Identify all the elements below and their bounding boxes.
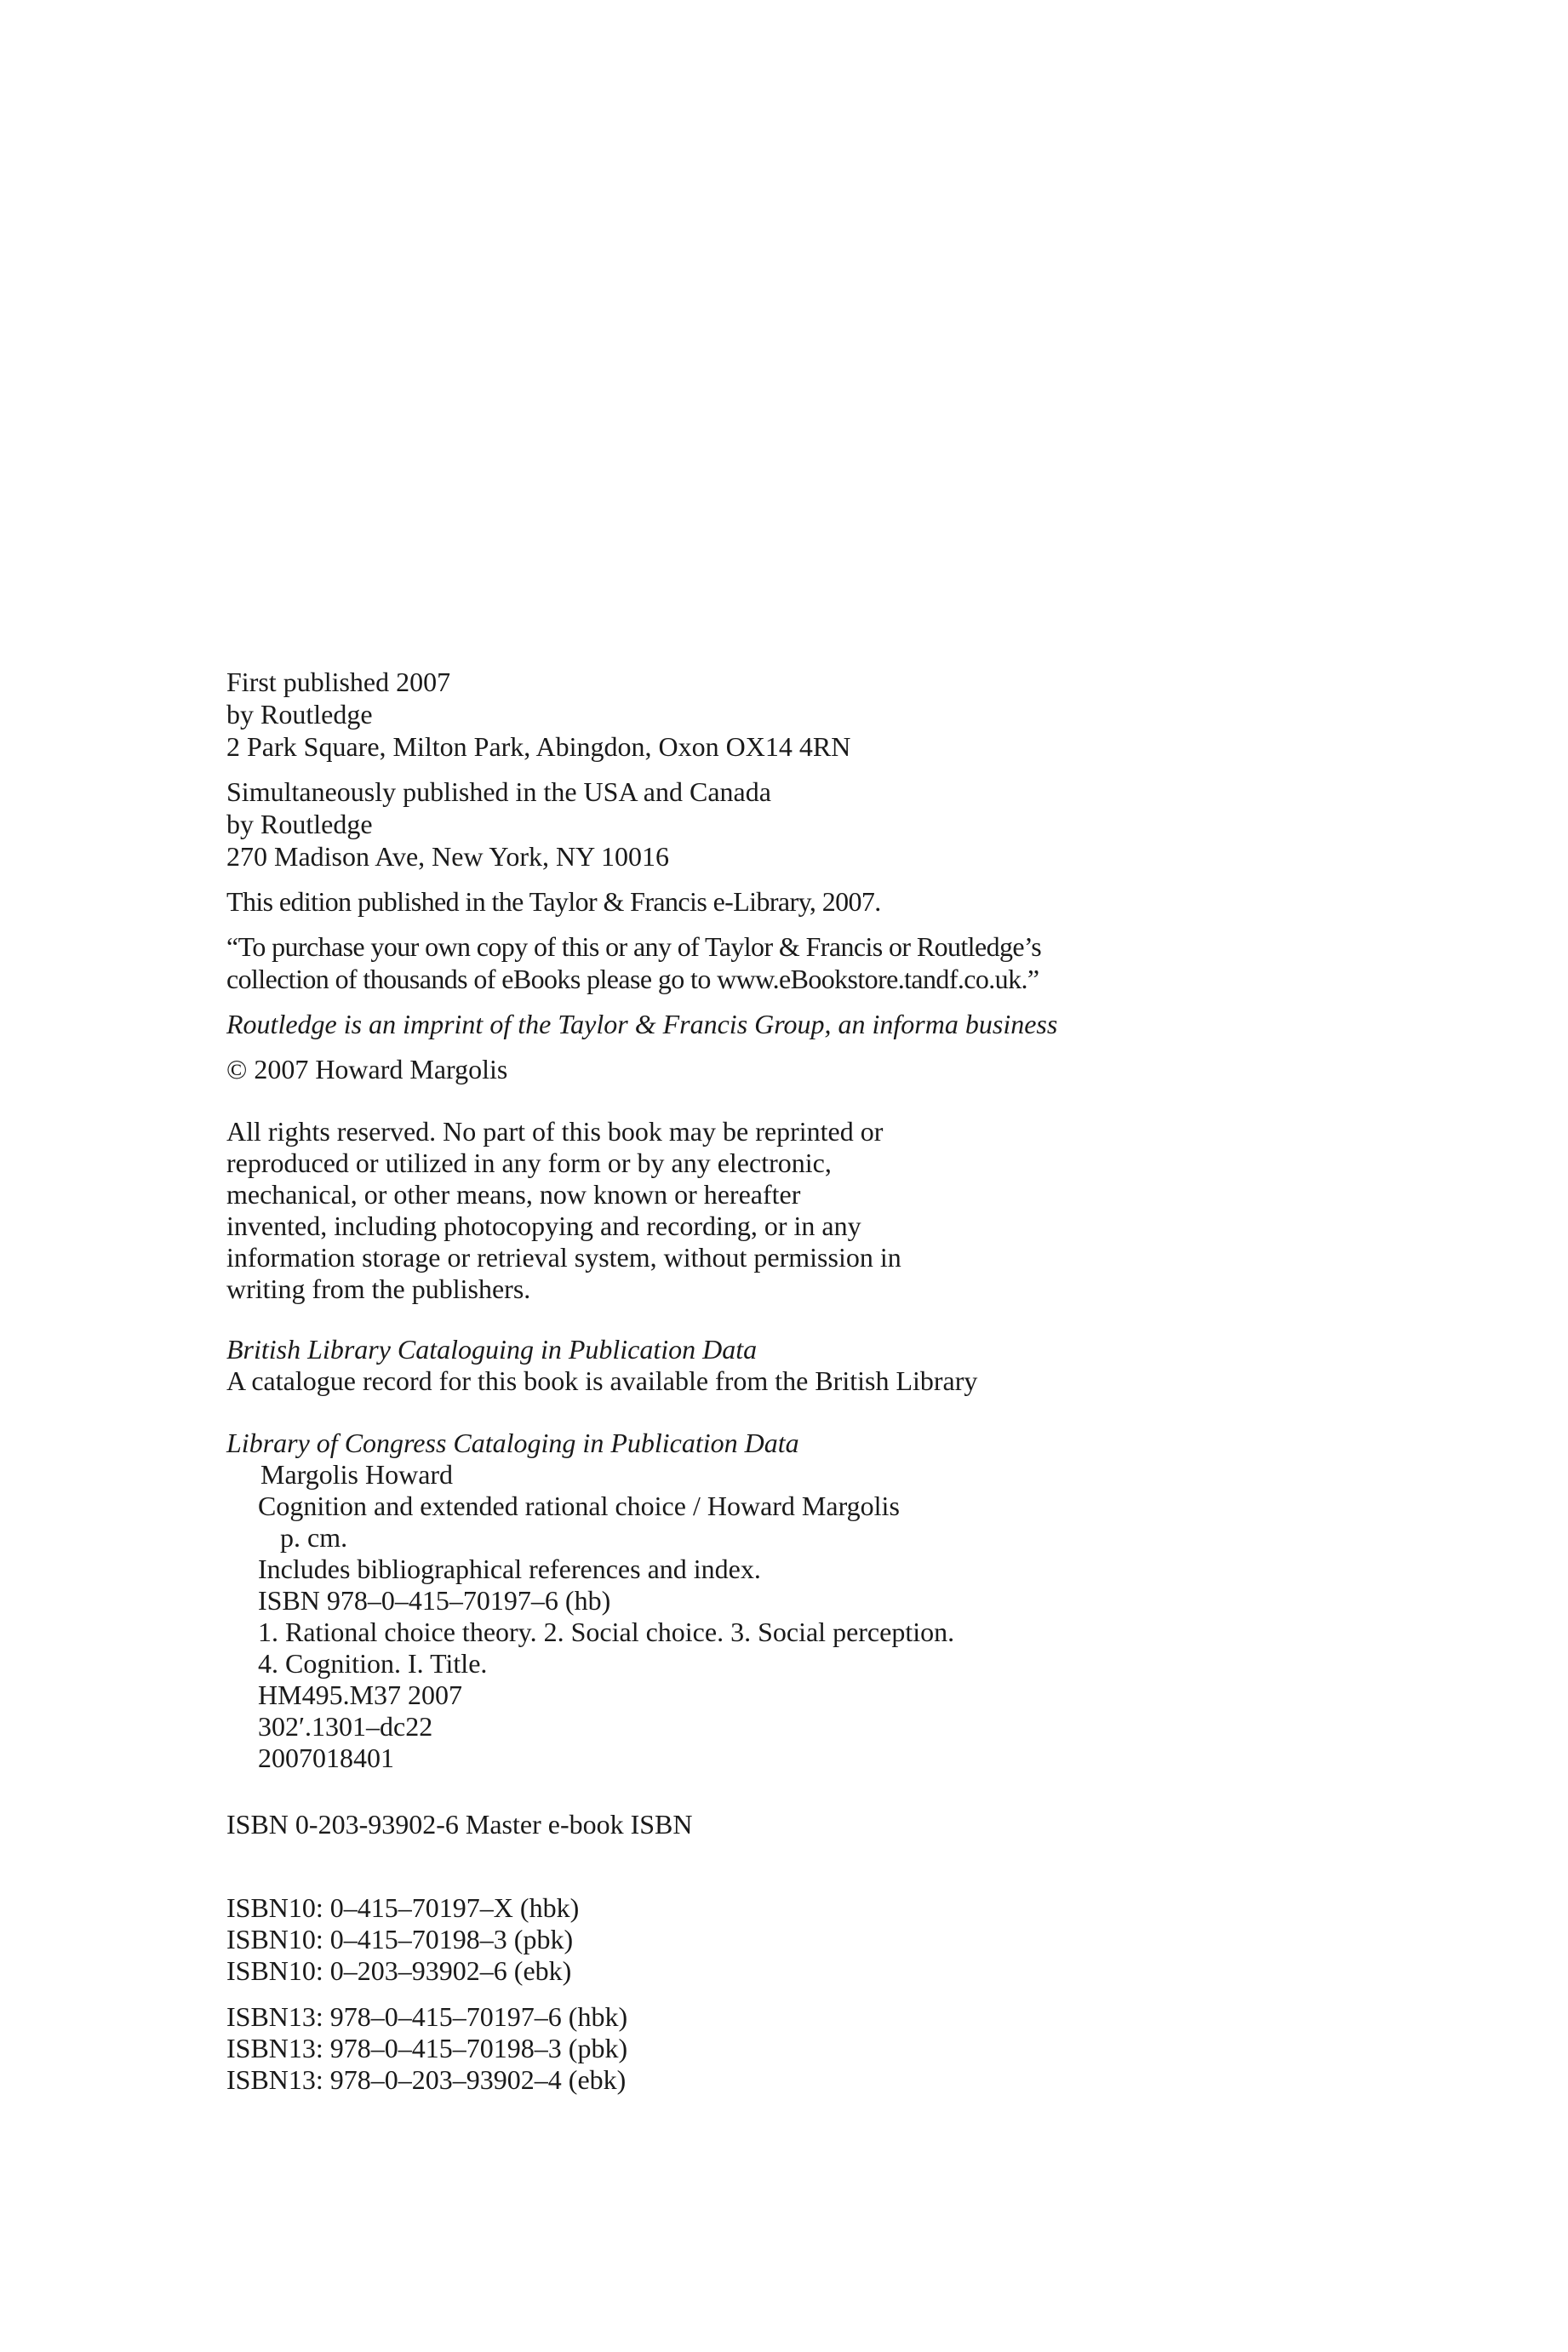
- rights-line: mechanical, or other means, now known or hereafter: [226, 1179, 801, 1210]
- british-library-heading: British Library Cataloguing in Publication Data: [226, 1334, 758, 1365]
- isbn10-line: ISBN10: 0–203–93902–6 (ebk): [226, 1955, 572, 1986]
- isbn10-line: ISBN10: 0–415–70198–3 (pbk): [226, 1924, 574, 1954]
- loc-dewey: 302′.1301–dc22: [258, 1711, 433, 1742]
- isbn13-line: ISBN13: 978–0–415–70198–3 (pbk): [226, 2033, 628, 2063]
- loc-title: Cognition and extended rational choice / Howard Margolis: [258, 1491, 900, 1521]
- publisher-line: by Routledge: [226, 699, 373, 730]
- loc-isbn: ISBN 978–0–415–70197–6 (hb): [258, 1585, 611, 1616]
- loc-subjects: 4. Cognition. I. Title.: [258, 1648, 488, 1679]
- imprint-line: Routledge is an imprint of the Taylor & Francis Group, an informa business: [226, 1009, 1058, 1039]
- isbn13-line: ISBN13: 978–0–203–93902–4 (ebk): [226, 2064, 627, 2095]
- first-published-line: First published 2007: [226, 667, 451, 697]
- isbn10-line: ISBN10: 0–415–70197–X (hbk): [226, 1892, 580, 1923]
- simultaneous-line: Simultaneously published in the USA and Canada: [226, 776, 771, 807]
- publisher-line-2: by Routledge: [226, 809, 373, 839]
- loc-lccn: 2007018401: [258, 1743, 394, 1773]
- master-isbn-line: ISBN 0-203-93902-6 Master e-book ISBN: [226, 1809, 693, 1840]
- uk-address-line: 2 Park Square, Milton Park, Abingdon, Oxon OX14 4RN: [226, 731, 851, 762]
- loc-includes: Includes bibliographical references and index.: [258, 1554, 761, 1584]
- us-address-line: 270 Madison Ave, New York, NY 10016: [226, 841, 669, 872]
- british-library-text: A catalogue record for this book is available from the British Library: [226, 1365, 978, 1396]
- loc-pages: p. cm.: [280, 1522, 348, 1553]
- edition-line: This edition published in the Taylor & Francis e-Library, 2007.: [226, 886, 881, 917]
- rights-line: information storage or retrieval system, without permission in: [226, 1242, 901, 1273]
- loc-subjects: 1. Rational choice theory. 2. Social choice. 3. Social perception.: [258, 1617, 955, 1647]
- purchase-line-1: “To purchase your own copy of this or any of Taylor & Francis or Routledge’s: [226, 931, 1042, 962]
- rights-line: reproduced or utilized in any form or by any electronic,: [226, 1147, 832, 1178]
- loc-classification: HM495.M37 2007: [258, 1680, 463, 1710]
- rights-line: invented, including photocopying and recording, or in any: [226, 1210, 861, 1241]
- purchase-line-2: collection of thousands of eBooks please go to www.eBookstore.tandf.co.uk.”: [226, 964, 1039, 994]
- rights-line: writing from the publishers.: [226, 1273, 531, 1304]
- isbn13-line: ISBN13: 978–0–415–70197–6 (hbk): [226, 2001, 628, 2032]
- loc-author: Margolis Howard: [260, 1459, 454, 1490]
- loc-heading: Library of Congress Cataloging in Publication Data: [226, 1428, 799, 1458]
- rights-line: All rights reserved. No part of this book may be reprinted or: [226, 1116, 884, 1147]
- copyright-line: © 2007 Howard Margolis: [226, 1054, 508, 1084]
